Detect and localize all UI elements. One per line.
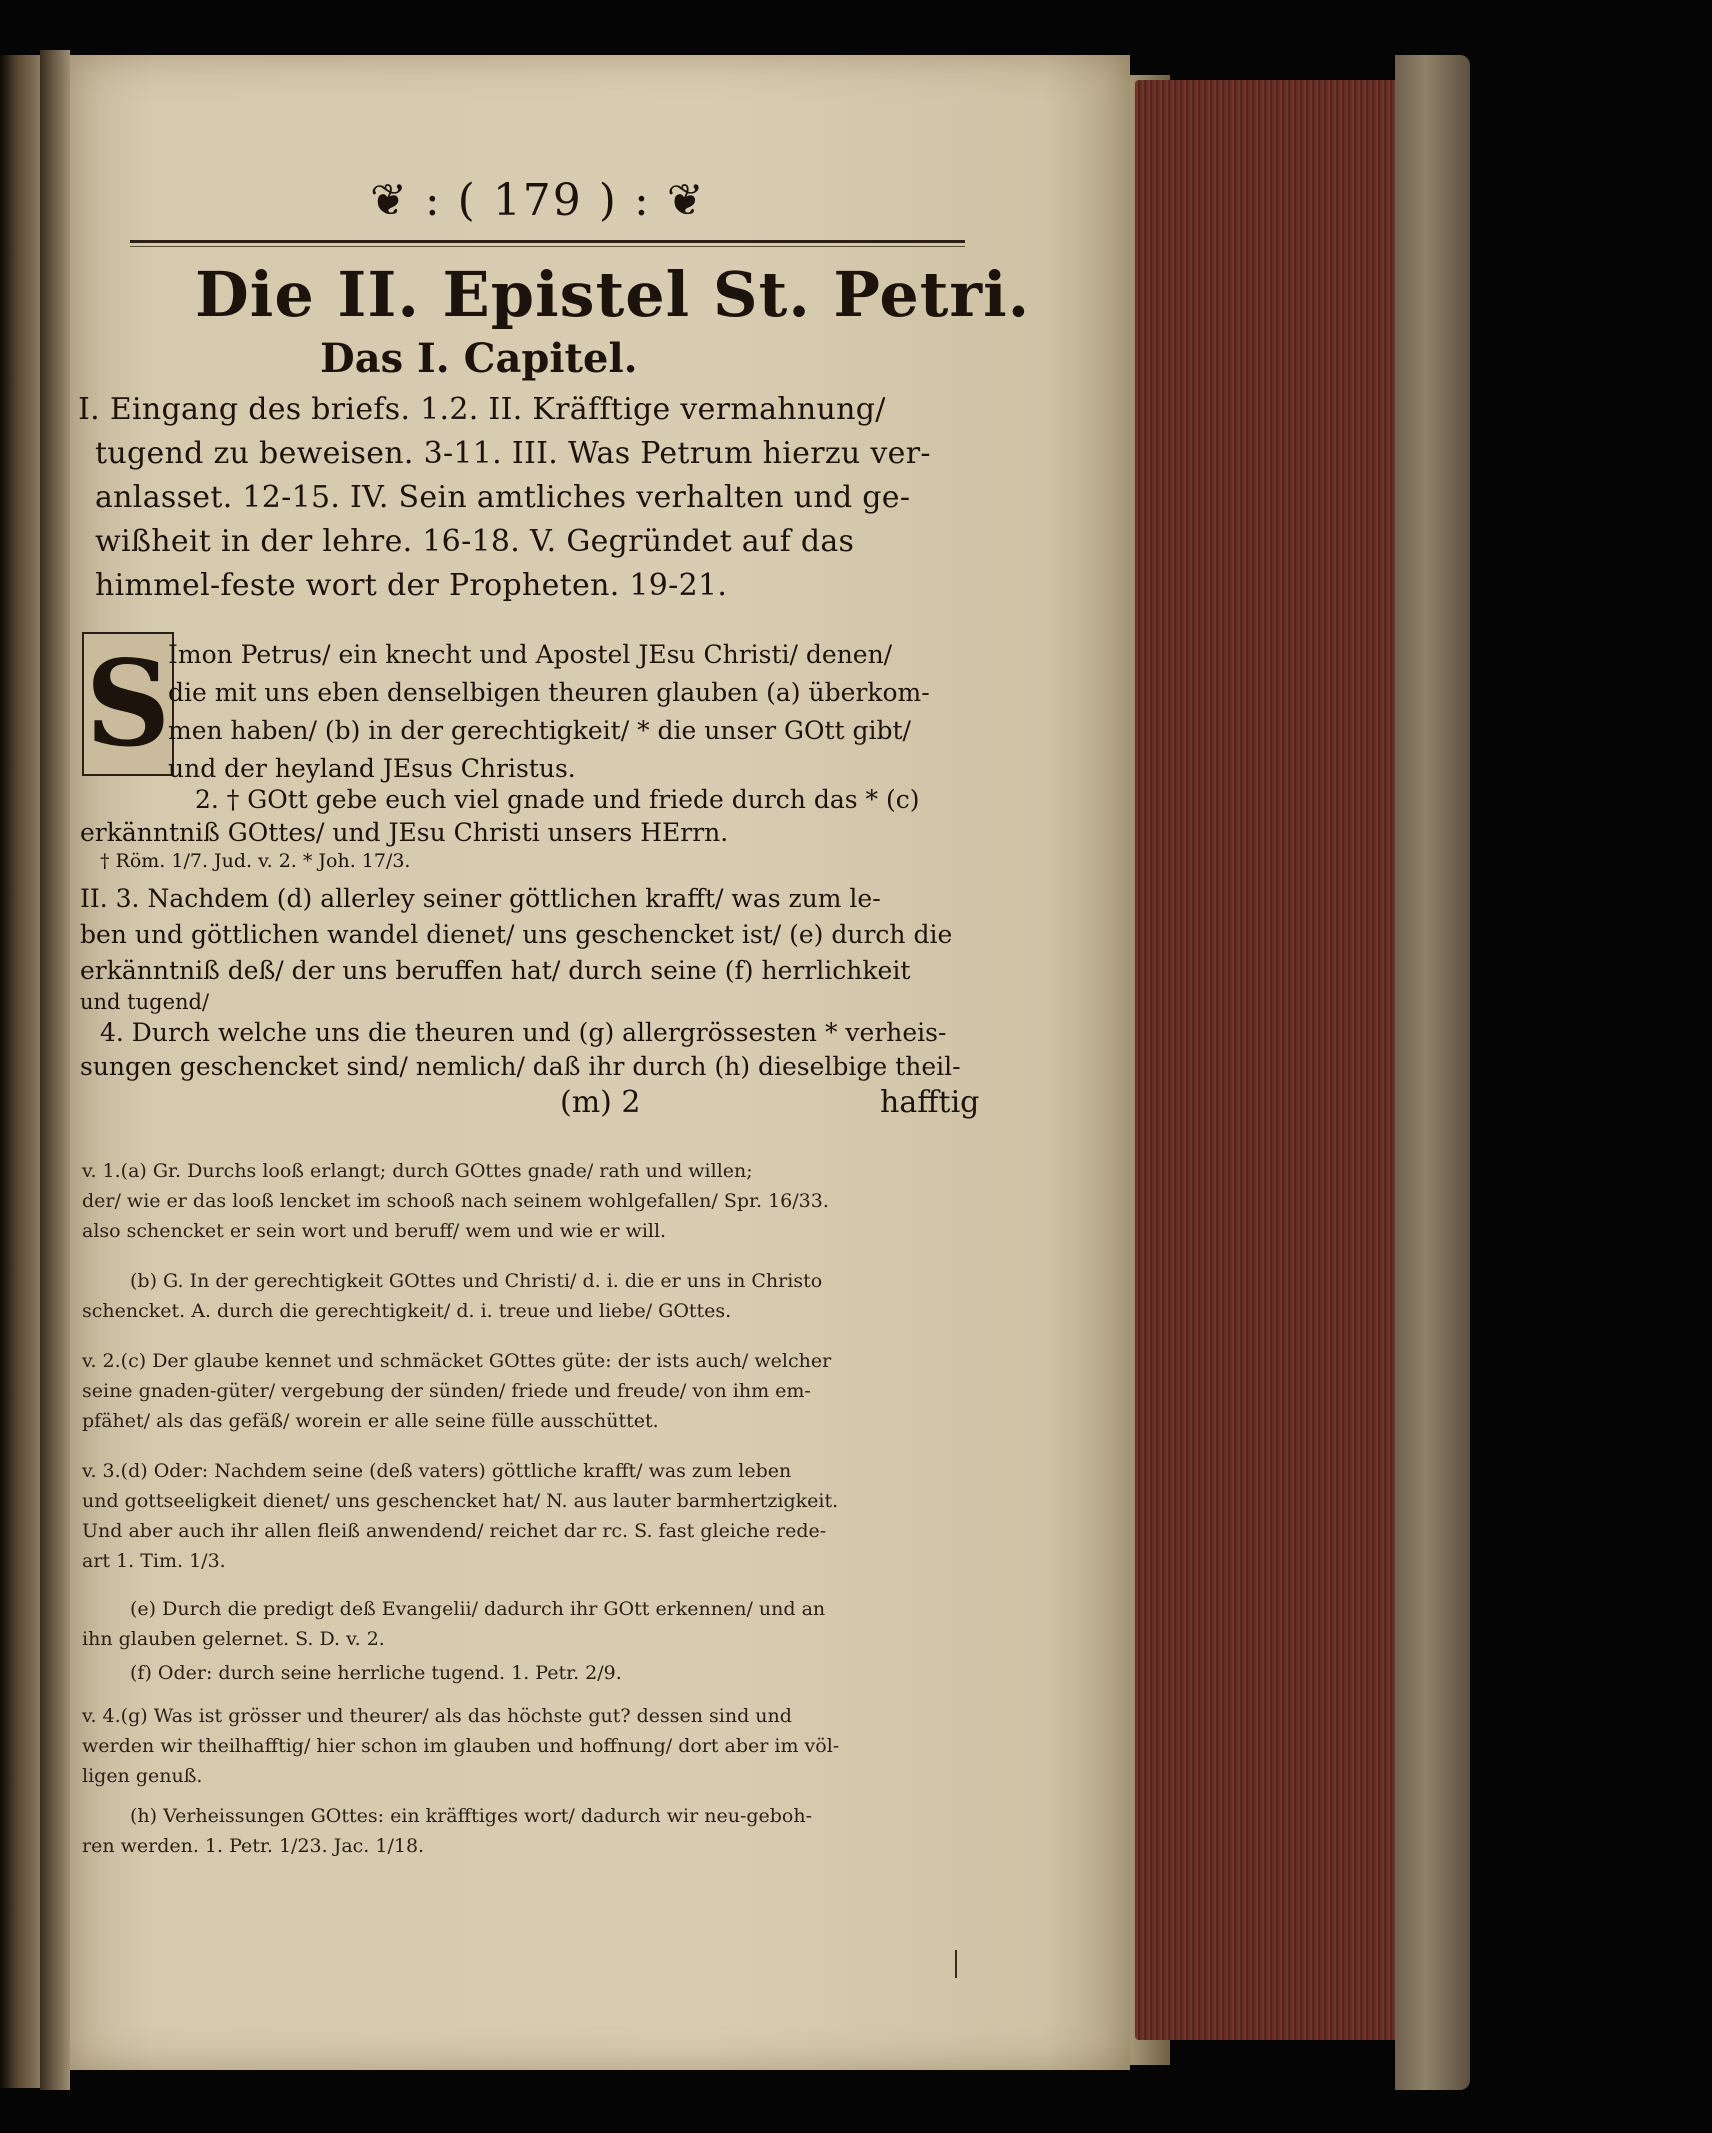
footnote-line: v. 3.(d) Oder: Nachdem seine (deß vaters) göttliche krafft/ was zum leben: [82, 1460, 792, 1482]
footnote-line: v. 4.(g) Was ist grösser und theurer/ als das höchste gut? dessen sind und: [82, 1705, 792, 1727]
ink-mark: [955, 1950, 957, 1978]
footnote-line: (f) Oder: durch seine herrliche tugend. 1. Petr. 2/9.: [130, 1662, 622, 1684]
catchword: hafftig: [880, 1085, 980, 1120]
footnote-line: pfähet/ als das gefäß/ worein er alle seine fülle ausschüttet.: [82, 1410, 659, 1432]
summary-line: I. Eingang des briefs. 1.2. II. Kräfftige vermahnung/: [78, 392, 886, 427]
cross-reference-line: † Röm. 1/7. Jud. v. 2. * Joh. 17/3.: [100, 850, 411, 872]
footnote-line: werden wir theilhafftig/ hier schon im glauben und hoffnung/ dort aber im völ-: [82, 1735, 840, 1757]
footnote-line: schencket. A. durch die gerechtigkeit/ d. i. treue und liebe/ GOttes.: [82, 1300, 732, 1322]
footnote-line: (h) Verheissungen GOttes: ein kräfftiges wort/ dadurch wir neu-geboh-: [130, 1805, 813, 1827]
footnote-line: ihn glauben gelernet. S. D. v. 2.: [82, 1628, 385, 1650]
page-number-header: ❦ : ( 179 ) : ❦: [370, 175, 706, 226]
footnote-line: (b) G. In der gerechtigkeit GOttes und Christi/ d. i. die er uns in Christo: [130, 1270, 823, 1292]
verse-line: und tugend/: [80, 990, 210, 1014]
footnote-line: ren werden. 1. Petr. 1/23. Jac. 1/18.: [82, 1835, 425, 1857]
footnote-line: der/ wie er das looß lencket im schooß nach seinem wohlgefallen/ Spr. 16/33.: [82, 1190, 829, 1212]
footnote-line: v. 2.(c) Der glaube kennet und schmäcket GOttes güte: der ists auch/ welcher: [82, 1350, 832, 1372]
header-rule: [130, 240, 965, 243]
header-rule-thin: [130, 246, 965, 247]
summary-line: anlasset. 12-15. IV. Sein amtliches verhalten und ge-: [95, 480, 911, 515]
footnote-line: seine gnaden-güter/ vergebung der sünden/ friede und freude/ von ihm em-: [82, 1380, 811, 1402]
footnote-line: Und aber auch ihr allen fleiß anwendend/ reichet dar rc. S. fast gleiche rede-: [82, 1520, 827, 1542]
verse-line: men haben/ (b) in der gerechtigkeit/ * die unser GOtt gibt/: [168, 716, 911, 745]
verse-line: ben und göttlichen wandel dienet/ uns geschencket ist/ (e) durch die: [80, 920, 953, 949]
verse-line: Imon Petrus/ ein knecht und Apostel JEsu Christi/ denen/: [168, 640, 893, 669]
verse-line: II. 3. Nachdem (d) allerley seiner göttlichen krafft/ was zum le-: [80, 884, 881, 913]
summary-line: himmel-feste wort der Propheten. 19-21.: [95, 568, 728, 603]
verse-line: erkänntniß GOttes/ und JEsu Christi unsers HErrn.: [80, 818, 729, 847]
verse-line: und der heyland JEsus Christus.: [168, 754, 576, 783]
summary-line: wißheit in der lehre. 16-18. V. Gegründet auf das: [95, 524, 855, 559]
signature-mark: (m) 2: [560, 1085, 641, 1120]
verse-line: 4. Durch welche uns die theuren und (g) allergrössesten * verheis-: [100, 1018, 947, 1047]
verse-line: erkänntniß deß/ der uns beruffen hat/ durch seine (f) herrlichkeit: [80, 956, 911, 985]
footnote-line: und gottseeligkeit dienet/ uns geschencket hat/ N. aus lauter barmhertzigkeit.: [82, 1490, 839, 1512]
ornamental-drop-cap: S: [82, 632, 174, 776]
summary-line: tugend zu beweisen. 3-11. III. Was Petrum hierzu ver-: [95, 436, 931, 471]
footnote-line: also schencket er sein wort und beruff/ wem und wie er will.: [82, 1220, 667, 1242]
footnote-line: v. 1.(a) Gr. Durchs looß erlangt; durch GOttes gnade/ rath und willen;: [82, 1160, 753, 1182]
verse-line: 2. † GOtt gebe euch viel gnade und friede durch das * (c): [195, 785, 920, 814]
verse-line: sungen geschencket sind/ nemlich/ daß ihr durch (h) dieselbige theil-: [80, 1052, 961, 1081]
epistle-title: Die II. Epistel St. Petri.: [195, 258, 1031, 331]
footnote-line: (e) Durch die predigt deß Evangelii/ dadurch ihr GOtt erkennen/ und an: [130, 1598, 826, 1620]
footnote-line: art 1. Tim. 1/3.: [82, 1550, 226, 1572]
verse-line: die mit uns eben denselbigen theuren glauben (a) überkom-: [168, 678, 930, 707]
footnote-line: ligen genuß.: [82, 1765, 203, 1787]
chapter-title: Das I. Capitel.: [320, 335, 638, 382]
